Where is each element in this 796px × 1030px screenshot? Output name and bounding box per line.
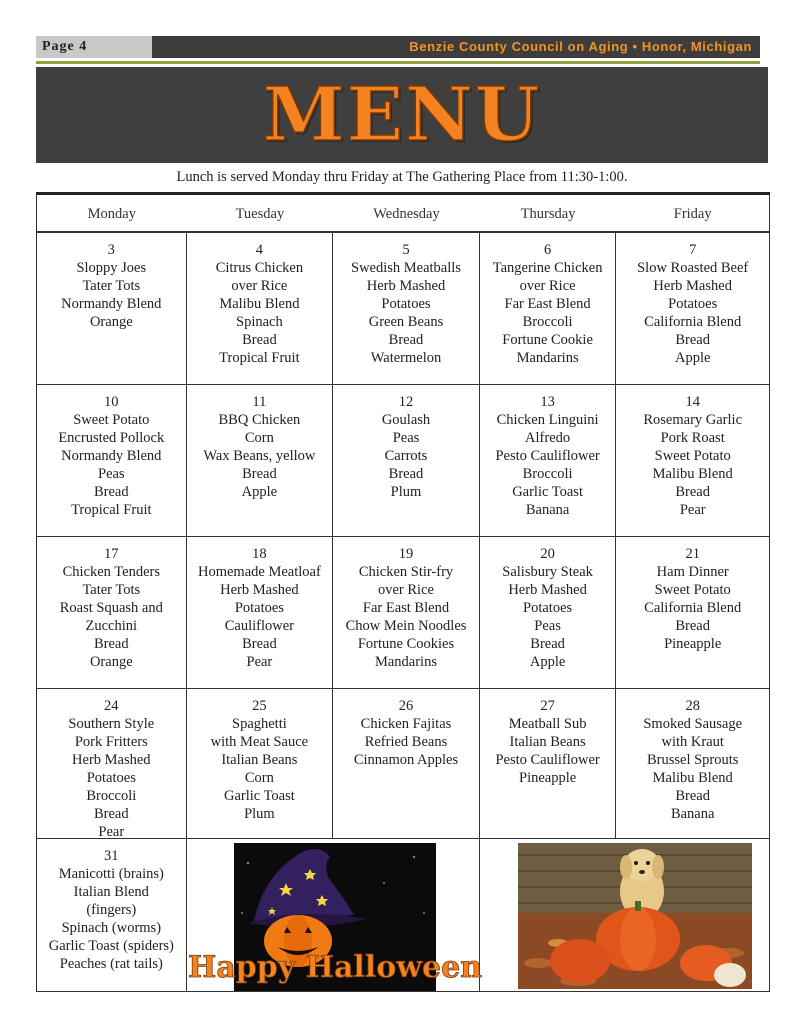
day-cell-24	[37, 689, 187, 838]
menu-item: over Rice	[231, 278, 288, 294]
menu-item: Roast Squash and	[59, 600, 163, 616]
day-date: 14	[685, 394, 700, 410]
happy-halloween-graphic	[187, 843, 482, 991]
day-cell-19	[333, 537, 480, 688]
day-date: 13	[540, 394, 555, 410]
menu-item: Smoked Sausage	[643, 716, 743, 732]
puppy-pumpkins-photo	[518, 843, 752, 989]
menu-item: Brussel Sprouts	[646, 752, 739, 768]
menu-item: Chicken Fajitas	[360, 716, 452, 732]
menu-item: Mandarins	[374, 654, 437, 670]
menu-item: Pork Fritters	[74, 734, 148, 750]
menu-item: Normandy Blend	[61, 448, 162, 464]
menu-calendar	[36, 195, 770, 992]
day-cell-18	[187, 537, 334, 688]
menu-item: Homemade Meatloaf	[197, 564, 321, 580]
menu-item: Pesto Cauliflower	[495, 448, 600, 464]
menu-item: Manicotti (brains)	[58, 866, 164, 882]
menu-item: Potatoes	[668, 296, 718, 312]
day-cell-12	[333, 385, 480, 536]
menu-item: Sloppy Joes	[76, 260, 147, 276]
menu-item: Normandy Blend	[61, 296, 162, 312]
day-cell-25	[187, 689, 334, 838]
puppy-photo-cell	[480, 839, 769, 991]
day-cell-14	[616, 385, 769, 536]
menu-item: BBQ Chicken	[218, 412, 301, 428]
day-cell-10	[37, 385, 187, 536]
halloween-pumpkin-icon	[187, 843, 482, 991]
menu-item: Potatoes	[381, 296, 431, 312]
menu-item: Pineapple	[664, 636, 722, 652]
menu-item: Bread	[242, 466, 277, 482]
menu-item: Orange	[89, 314, 133, 330]
menu-item: Bread	[93, 806, 129, 822]
menu-item: Broccoli	[522, 314, 573, 330]
day-date: 5	[402, 242, 410, 258]
menu-item: Peas	[98, 466, 125, 482]
page-number: Page 4	[36, 36, 152, 58]
menu-item: California Blend	[644, 314, 742, 330]
day-cell-28	[616, 689, 769, 838]
menu-item: Far East Blend	[504, 296, 591, 312]
menu-item: Malibu Blend	[219, 296, 300, 312]
weekday-thursday: Thursday	[520, 206, 576, 222]
weeks-container	[37, 233, 769, 839]
menu-item: Italian Blend	[73, 884, 149, 900]
menu-item: Corn	[244, 430, 274, 446]
menu-item: over Rice	[519, 278, 576, 294]
day-cell-27	[480, 689, 617, 838]
halloween-image-cell	[187, 839, 480, 991]
day-cell-26	[333, 689, 480, 838]
menu-item: Broccoli	[86, 788, 137, 804]
day-date: 19	[398, 546, 414, 562]
menu-item: Apple	[241, 484, 278, 500]
menu-item: Pineapple	[519, 770, 577, 786]
menu-item: Corn	[244, 770, 274, 786]
menu-item: Peas	[534, 618, 561, 634]
menu-item: over Rice	[378, 582, 434, 598]
day-cell-5	[333, 233, 480, 384]
day-date: 4	[255, 242, 264, 258]
header-divider	[36, 61, 760, 64]
menu-item: Bread	[93, 484, 129, 500]
day-date: 12	[398, 394, 414, 410]
menu-item: Meatball Sub	[508, 716, 587, 732]
menu-item: Slow Roasted Beef	[637, 260, 749, 276]
weekday-monday: Monday	[87, 206, 136, 222]
week-row-4	[37, 689, 769, 839]
menu-item: Italian Beans	[509, 734, 586, 750]
menu-item: Cinnamon Apples	[353, 752, 459, 768]
menu-item: Swedish Meatballs	[351, 260, 461, 276]
menu-item: Spinach (worms)	[61, 920, 162, 936]
day-cell-11	[187, 385, 334, 536]
menu-item: Orange	[89, 654, 133, 670]
menu-item: Bread	[388, 466, 424, 482]
menu-item: Potatoes	[523, 600, 573, 616]
menu-item: Encrusted Pollock	[58, 430, 165, 446]
menu-item: Banana	[670, 806, 715, 822]
day-cell-3	[37, 233, 187, 384]
menu-item: Potatoes	[234, 600, 284, 616]
day-date: 20	[540, 546, 555, 562]
menu-item: Banana	[525, 502, 570, 518]
menu-item: Southern Style	[68, 716, 155, 732]
day-date: 11	[252, 394, 267, 410]
menu-item: Alfredo	[525, 430, 571, 446]
menu-item: Rosemary Garlic	[643, 412, 743, 428]
week-row-5	[37, 839, 769, 992]
menu-item: Tangerine Chicken	[492, 260, 603, 276]
weekday-friday: Friday	[673, 206, 712, 222]
day-date: 25	[252, 698, 267, 714]
menu-item: Citrus Chicken	[215, 260, 304, 276]
menu-item: Bread	[675, 484, 710, 500]
day-cell-7	[616, 233, 769, 384]
menu-item: with Meat Sauce	[210, 734, 309, 750]
menu-item: Bread	[675, 788, 710, 804]
day-date: 21	[685, 546, 700, 562]
menu-item: Pear	[98, 824, 125, 840]
menu-item: Herb Mashed	[72, 752, 151, 768]
menu-item: Chow Mein Noodles	[345, 618, 467, 634]
menu-item: Broccoli	[522, 466, 573, 482]
day-cell-17	[37, 537, 187, 688]
day-date: 27	[540, 698, 555, 714]
menu-item: Bread	[530, 636, 565, 652]
menu-item: Herb Mashed	[653, 278, 732, 294]
menu-item: California Blend	[644, 600, 742, 616]
day-date: 28	[685, 698, 700, 714]
day-date: 26	[398, 698, 414, 714]
weekday-wednesday: Wednesday	[373, 206, 440, 222]
day-date: 18	[252, 546, 267, 562]
menu-item: Plum	[244, 806, 275, 822]
menu-item: Peas	[392, 430, 420, 446]
menu-item: Ham Dinner	[656, 564, 729, 580]
menu-item: Fortune Cookie	[502, 332, 593, 348]
menu-item: Potatoes	[86, 770, 136, 786]
menu-item: Bread	[675, 332, 710, 348]
page-header	[36, 36, 760, 58]
menu-item: Bread	[388, 332, 424, 348]
menu-item: Sweet Potato	[654, 582, 731, 598]
day-cell-13	[480, 385, 617, 536]
menu-item: Watermelon	[370, 350, 442, 366]
menu-item: Pork Roast	[660, 430, 725, 446]
menu-item: Pear	[246, 654, 273, 670]
day-date: 24	[104, 698, 119, 714]
menu-item: Garlic Toast (spiders)	[48, 938, 174, 954]
menu-item: Peaches (rat tails)	[59, 956, 163, 972]
menu-item: Garlic Toast	[512, 484, 583, 500]
menu-item: (fingers)	[86, 902, 137, 918]
weekday-tuesday: Tuesday	[235, 206, 285, 222]
day-cell-6	[480, 233, 617, 384]
menu-item: Bread	[675, 618, 710, 634]
menu-title: MENU	[262, 72, 542, 158]
lunch-schedule-note: Lunch is served Monday thru Friday at The Gathering Place from 11:30-1:00.	[176, 169, 628, 185]
menu-item: Mandarins	[516, 350, 579, 366]
svg-text:Happy Halloween: Happy Halloween	[187, 950, 482, 985]
menu-item: Refried Beans	[364, 734, 448, 750]
menu-item: Sweet Potato	[654, 448, 731, 464]
menu-item: Zucchini	[85, 618, 138, 634]
menu-item: Carrots	[384, 448, 428, 464]
puppy-pumpkin-icon	[518, 843, 752, 989]
weekday-header-row	[37, 195, 769, 233]
menu-item: Malibu Blend	[652, 466, 733, 482]
week-row-3	[37, 537, 769, 689]
menu-item: Tropical Fruit	[219, 350, 300, 366]
week-row-2	[37, 385, 769, 537]
menu-item: Chicken Stir-fry	[358, 564, 454, 580]
menu-item: Sweet Potato	[73, 412, 150, 428]
menu-item: Pear	[679, 502, 706, 518]
menu-item: Fortune Cookies	[357, 636, 455, 652]
day-cell-20	[480, 537, 617, 688]
day-cell-31	[37, 839, 187, 991]
menu-item: Bread	[242, 332, 277, 348]
menu-item: Tater Tots	[82, 582, 141, 598]
menu-item: Apple	[529, 654, 566, 670]
day-cell-21	[616, 537, 769, 688]
menu-item: Bread	[242, 636, 277, 652]
menu-item: Tropical Fruit	[71, 502, 152, 518]
menu-item: Italian Beans	[221, 752, 298, 768]
menu-item: Chicken Linguini	[496, 412, 599, 428]
menu-item: Herb Mashed	[366, 278, 446, 294]
week-row-1	[37, 233, 769, 385]
menu-item: Green Beans	[368, 314, 444, 330]
day-date: 31	[104, 848, 119, 864]
organization-name: Benzie County Council on Aging • Honor, Michigan	[152, 36, 760, 58]
menu-item: Chicken Tenders	[62, 564, 160, 580]
day-date: 17	[104, 546, 119, 562]
menu-item: Salisbury Steak	[502, 564, 593, 580]
menu-item: Spaghetti	[232, 716, 287, 732]
day-date: 7	[689, 242, 697, 258]
menu-item: Far East Blend	[362, 600, 450, 616]
menu-item: Pesto Cauliflower	[495, 752, 600, 768]
day-cell-4	[187, 233, 334, 384]
menu-item: Spinach	[236, 314, 283, 330]
menu-item: Herb Mashed	[220, 582, 299, 598]
menu-item: Cauliflower	[224, 618, 295, 634]
day-date: 6	[543, 242, 552, 258]
day-date: 10	[104, 394, 119, 410]
menu-item: Tater Tots	[82, 278, 141, 294]
menu-item: with Kraut	[661, 734, 724, 750]
menu-item: Plum	[390, 484, 422, 500]
menu-item: Goulash	[381, 412, 431, 428]
menu-item: Malibu Blend	[652, 770, 733, 786]
menu-item: Wax Beans, yellow	[203, 448, 316, 464]
menu-item: Bread	[93, 636, 129, 652]
menu-item: Herb Mashed	[508, 582, 587, 598]
menu-banner	[36, 67, 768, 163]
menu-item: Apple	[674, 350, 711, 366]
menu-item: Garlic Toast	[223, 788, 295, 804]
day-date: 3	[107, 242, 115, 258]
